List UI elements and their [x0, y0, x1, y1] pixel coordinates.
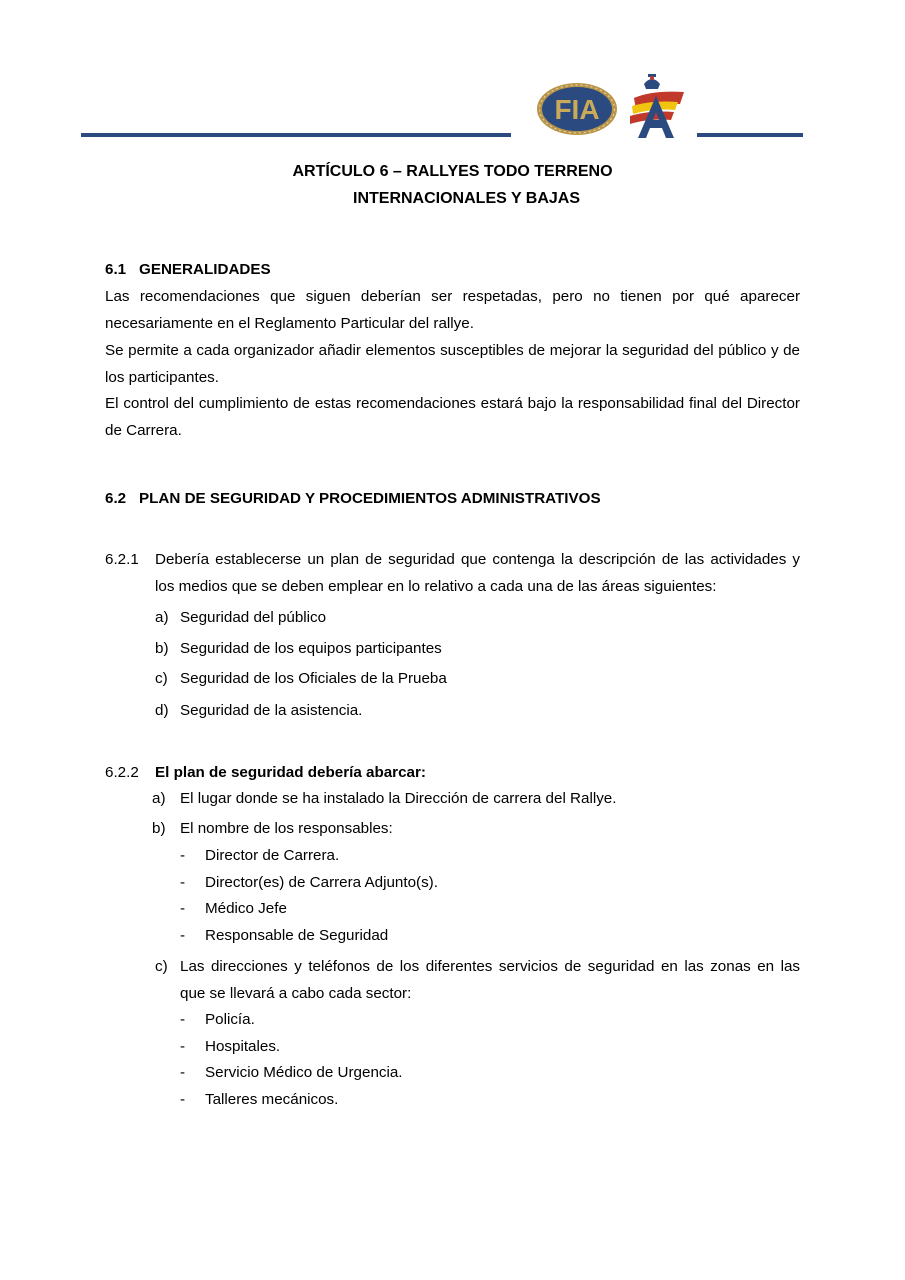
list-item-text: El nombre de los responsables:	[180, 820, 393, 837]
list-item-label: a)	[152, 790, 166, 807]
dash-bullet: -	[180, 927, 186, 944]
rfeda-logo	[626, 72, 688, 140]
sub-list-item: Director(es) de Carrera Adjunto(s).	[205, 874, 438, 891]
sub-list-item: Hospitales.	[205, 1038, 281, 1055]
section-6-1-heading	[105, 261, 271, 278]
section-6-2-heading	[105, 490, 601, 507]
header-rule-right	[697, 133, 803, 137]
fia-logo	[536, 82, 618, 136]
sub-list-item: Responsable de Seguridad	[205, 927, 389, 944]
list-item-text: El lugar donde se ha instalado la Dirección de carrera del Rallye.	[180, 790, 617, 807]
article-title-line2: INTERNACIONALES Y BAJAS	[353, 190, 580, 207]
subsection-6-2-1-number: 6.2.1	[105, 551, 139, 568]
list-item-label: c)	[155, 958, 168, 975]
section-6-1-paragraph-3: El control del cumplimiento de estas recomendaciones estará bajo la responsabilidad final del Director de Carrera.	[105, 395, 800, 439]
sub-list-item: Médico Jefe	[205, 900, 287, 917]
dash-bullet: -	[180, 847, 186, 864]
list-item-text-line1: Las direcciones y teléfonos de los diferentes servicios de seguridad en las zonas en las	[180, 958, 800, 975]
list-item-label: d)	[155, 702, 169, 719]
dash-bullet: -	[180, 1091, 186, 1108]
list-item-label: b)	[152, 820, 166, 837]
sub-list-item: Servicio Médico de Urgencia.	[205, 1064, 403, 1081]
article-title-line1: ARTÍCULO 6 – RALLYES TODO TERRENO	[292, 163, 613, 180]
dash-bullet: -	[180, 1064, 186, 1081]
section-title: PLAN DE SEGURIDAD Y PROCEDIMIENTOS ADMINISTRATIVOS	[139, 490, 601, 507]
sub-list-item: Talleres mecánicos.	[205, 1091, 339, 1108]
list-item-label: a)	[155, 609, 169, 626]
list-item-text: Seguridad del público	[180, 609, 327, 626]
dash-bullet: -	[180, 1011, 186, 1028]
page-header	[0, 0, 905, 150]
subsection-6-2-1-line2: los medios que se deben emplear en lo relativo a cada una de las áreas siguientes:	[155, 578, 717, 595]
list-item-text: Seguridad de los Oficiales de la Prueba	[180, 670, 447, 687]
section-number: 6.2	[105, 490, 127, 507]
dash-bullet: -	[180, 900, 186, 917]
header-rule-left	[81, 133, 511, 137]
section-title: GENERALIDADES	[139, 261, 271, 278]
subsection-6-2-2-number: 6.2.2	[105, 764, 139, 781]
list-item-label: c)	[155, 670, 168, 687]
fia-logo-text: FIA	[554, 94, 600, 125]
sub-list-item: Policía.	[205, 1011, 255, 1028]
list-item-text: Seguridad de los equipos participantes	[180, 640, 442, 657]
subsection-6-2-2-heading: El plan de seguridad debería abarcar:	[155, 764, 426, 781]
list-item-text: Seguridad de la asistencia.	[180, 702, 363, 719]
subsection-6-2-1-line1: Debería establecerse un plan de seguridad que contenga la descripción de las actividades y	[155, 551, 800, 568]
section-6-1-paragraph-1: Las recomendaciones que siguen deberían ser respetadas, pero no tienen por qué aparecer necesariamente en el Reglamento Particular del rallye.	[105, 288, 800, 332]
dash-bullet: -	[180, 874, 186, 891]
section-6-1-paragraph-2: Se permite a cada organizador añadir elementos susceptibles de mejorar la seguridad del público y de los participantes.	[105, 342, 800, 386]
list-item-text-line2: que se llevará a cabo cada sector:	[180, 985, 412, 1002]
sub-list-item: Director de Carrera.	[205, 847, 340, 864]
list-item-label: b)	[155, 640, 169, 657]
section-number: 6.1	[105, 261, 127, 278]
dash-bullet: -	[180, 1038, 186, 1055]
